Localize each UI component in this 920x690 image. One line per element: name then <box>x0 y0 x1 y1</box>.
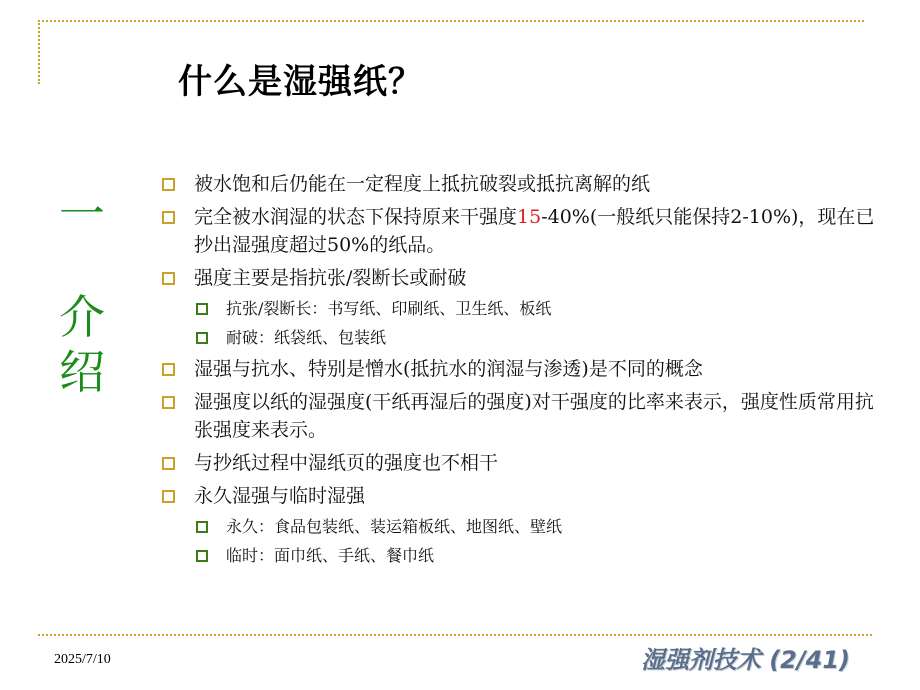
bullet-text: 与抄纸过程中湿纸页的强度也不相干 <box>194 452 499 474</box>
square-bullet-icon <box>196 550 208 562</box>
square-bullet-icon <box>196 521 208 533</box>
square-bullet-icon <box>196 332 208 344</box>
bullet-highlight: 15 <box>517 206 542 228</box>
square-bullet-icon <box>162 457 175 470</box>
bullet-text: 耐破：纸袋纸、包装纸 <box>226 328 387 347</box>
bullet-item <box>160 449 880 477</box>
footer-page-number: (2/41) <box>769 646 850 674</box>
square-bullet-icon <box>162 396 175 409</box>
bullet-item <box>160 170 880 198</box>
side-label-char-2: 介 <box>59 290 105 344</box>
bullet-text: 临时：面巾纸、手纸、餐巾纸 <box>226 546 435 565</box>
square-bullet-icon <box>162 178 175 191</box>
top-border-line <box>38 20 864 22</box>
bullet-text: 抗张/裂断长：书写纸、印刷纸、卫生纸、板纸 <box>226 299 552 318</box>
sub-bullet-item <box>160 326 880 350</box>
square-bullet-icon <box>162 211 175 224</box>
bullet-text: 永久湿强与临时湿强 <box>194 485 366 507</box>
footer-title <box>641 640 850 675</box>
slide-title: 什么是湿强纸？ <box>178 62 423 102</box>
side-label-char-3: 绍 <box>59 345 105 400</box>
bullet-item <box>160 388 880 444</box>
sub-bullet-item <box>160 515 880 539</box>
square-bullet-icon <box>162 490 175 503</box>
bullet-list <box>160 170 880 573</box>
square-bullet-icon <box>196 303 208 315</box>
bullet-text-post: -40%(一般纸只能保持2-10%)，现在已抄出湿强度超过50%的纸品。 <box>194 206 875 256</box>
bullet-text: 强度主要是指抗张/裂断长或耐破 <box>194 267 467 289</box>
bullet-text: 被水饱和后仍能在一定程度上抵抗破裂或抵抗离解的纸 <box>194 173 651 195</box>
bullet-text: 永久：食品包装纸、装运箱板纸、地图纸、壁纸 <box>226 517 563 536</box>
bullet-item <box>160 482 880 510</box>
bullet-text: 湿强度以纸的湿强度(干纸再湿后的强度)对干强度的比率来表示，强度性质常用抗张强度来表示。 <box>194 391 874 441</box>
side-label <box>54 184 110 400</box>
left-border-line <box>38 20 40 84</box>
footer-title-text: 湿强剂技术 <box>640 646 761 674</box>
footer-date: 2025/7/10 <box>54 652 111 667</box>
sub-bullet-item <box>160 544 880 568</box>
bullet-text-pre: 完全被水润湿的状态下保持原来干强度 <box>194 206 518 228</box>
side-label-char-1: 一 <box>59 187 105 241</box>
footer-divider <box>38 634 872 636</box>
bullet-item <box>160 355 880 383</box>
square-bullet-icon <box>162 272 175 285</box>
bullet-item <box>160 264 880 292</box>
bullet-text: 湿强与抗水、特别是憎水(抵抗水的润湿与渗透)是不同的概念 <box>194 358 703 380</box>
square-bullet-icon <box>162 363 175 376</box>
sub-bullet-item <box>160 297 880 321</box>
bullet-item <box>160 203 880 259</box>
